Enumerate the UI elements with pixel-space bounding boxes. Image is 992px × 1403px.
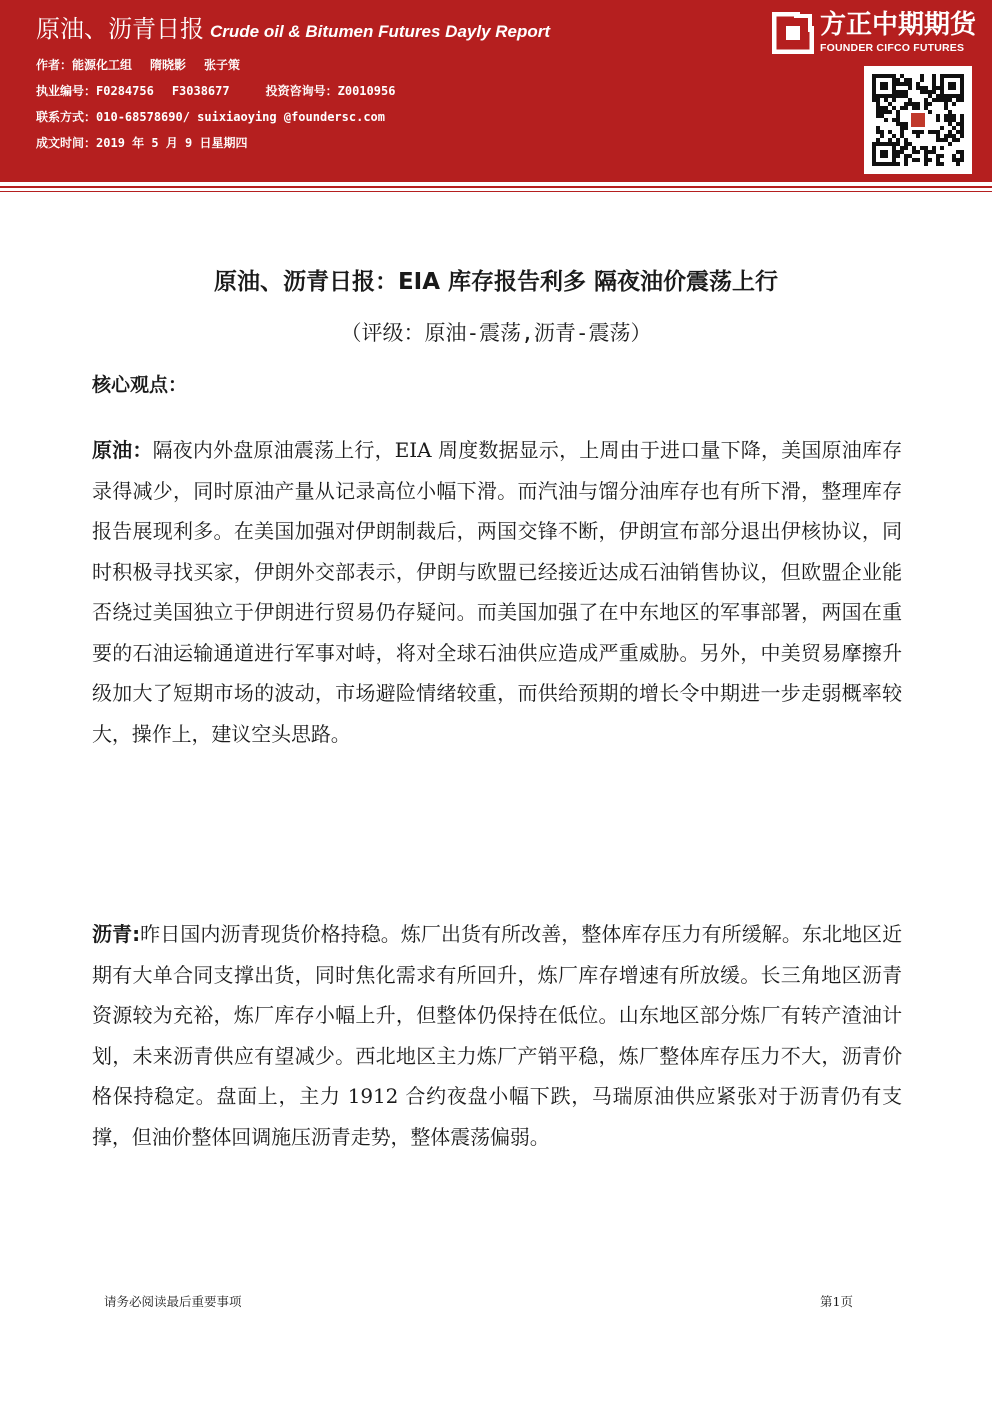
author-name: 隋晓影 xyxy=(150,58,187,72)
core-views-heading: 核心观点： xyxy=(92,374,188,396)
report-title-en: Crude oil & Bitumen Futures Dayly Report xyxy=(210,22,551,41)
document-rating: （评级：原油-震荡,沥青-震荡） xyxy=(340,321,652,345)
footer-notice: 请务必阅读最后重要事项 xyxy=(104,1294,242,1309)
logo-name-cn: 方正中期期货 xyxy=(820,10,977,40)
bitumen-lead: 沥青: xyxy=(92,922,141,946)
founder-logo-icon xyxy=(772,12,814,54)
report-title-cn: 原油、沥青日报 xyxy=(36,15,204,43)
date-label: 成文时间： xyxy=(36,136,97,150)
advisory-label: 投资咨询号： xyxy=(265,84,338,98)
author-group: 能源化工组 xyxy=(72,58,133,72)
header-rule xyxy=(0,186,992,188)
license-number: F0284756 xyxy=(96,84,154,98)
report-header xyxy=(0,0,992,182)
contact-info: 010-68578690/ suixiaoying @foundersc.com xyxy=(96,110,385,124)
contact-label: 联系方式： xyxy=(36,110,97,124)
authors-label: 作者： xyxy=(36,58,73,72)
bitumen-paragraph xyxy=(92,914,902,1157)
header-rule-thin xyxy=(0,191,992,192)
document-title: 原油、沥青日报：EIA 库存报告利多 隔夜油价震荡上行 xyxy=(213,269,779,295)
bitumen-text: 昨日国内沥青现货价格持稳。炼厂出货有所改善，整体库存压力有所缓解。东北地区近期有大单合同支撑出货，同时焦化需求有所回升，炼厂库存增速有所放缓。长三角地区沥青资源较为充裕，炼厂库存小幅上升，但整体仍保持在低位。山东地区部分炼厂有转产渣油计划，未来沥青供应有望减少。西北地区主力炼厂产销平稳，炼厂整体库存压力不大，沥青价格保持稳定。盘面上，主力 1912 合约夜盘小幅下跌，马瑞原油供应紧张对于沥青仍有支撑，但油价整体回调施压沥青走势，整体震荡偏弱。 xyxy=(92,922,903,1149)
license-label: 执业编号： xyxy=(36,84,97,98)
qr-code-icon xyxy=(864,66,972,174)
crude-oil-paragraph xyxy=(92,430,902,754)
page-number: 第1页 xyxy=(820,1294,853,1309)
crude-oil-lead: 原油： xyxy=(92,438,153,462)
report-date: 2019 年 5 月 9 日星期四 xyxy=(96,136,248,150)
license-line xyxy=(36,83,395,99)
advisory-number: Z0010956 xyxy=(337,84,396,98)
license-number: F3038677 xyxy=(171,84,230,98)
company-logo xyxy=(772,6,984,62)
logo-name-en: FOUNDER CIFCO FUTURES xyxy=(820,42,965,54)
author-name: 张子策 xyxy=(204,58,241,72)
authors-line xyxy=(36,57,240,73)
date-line xyxy=(36,135,248,151)
contact-line xyxy=(36,109,385,125)
report-title xyxy=(36,14,550,47)
crude-oil-text: 隔夜内外盘原油震荡上行，EIA 周度数据显示，上周由于进口量下降，美国原油库存录得减少，同时原油产量从记录高位小幅下滑。而汽油与馏分油库存也有所下滑，整理库存报告展现利多。在美国加强对伊朗制裁后，两国交锋不断，伊朗宣布部分退出伊核协议，同时积极寻找买家，伊朗外交部表示，伊朗与欧盟已经接近达成石油销售协议，但欧盟企业能否绕过美国独立于伊朗进行贸易仍存疑问。而美国加强了在中东地区的军事部署，两国在重要的石油运输通道进行军事对峙，将对全球石油供应造成严重威胁。另外，中美贸易摩擦升级加大了短期市场的波动，市场避险情绪较重，而供给预期的增长令中期进一步走弱概率较大，操作上，建议空头思路。 xyxy=(92,438,902,746)
